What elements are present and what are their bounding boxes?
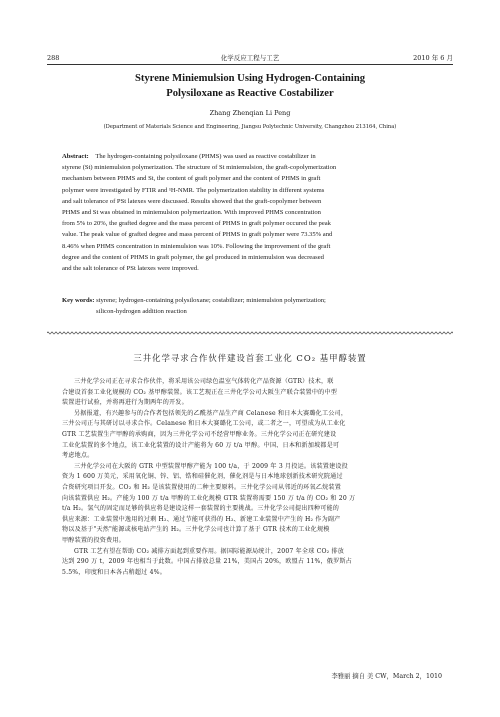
keywords-line: Key words: styrene; hydrogen-containing polysiloxane; costabilizer; miniemulsion polymerization;	[62, 297, 326, 304]
news-line: 考虑地点。	[62, 452, 94, 460]
news-line: 甲醇装置的投资费用。	[62, 536, 125, 544]
news-line: 向该装置供应 H₂。产能为 100 万 t/a 甲醇的工业化规模 GTR 装置将需要 150 万 t/a 的 CO₂ 和 20 万	[62, 494, 356, 502]
news-line: 三井化学公司正在寻求合作伙伴，将采用该公司绿色温室气体转化产品资源（GTR）技术，联	[74, 378, 334, 385]
keywords	[62, 295, 442, 317]
keywords-label: Key words:	[62, 297, 95, 304]
news-line: 达到 290 万 t，2009 年也相当于此数。中国占排放总量 21%，美国占 20%，欧盟占 11%，俄罗斯占	[62, 558, 352, 566]
news-line: 5.5%，印度和日本各占稍超过 4%。	[62, 568, 167, 576]
header-rule	[47, 64, 453, 65]
news-line: 供应来源：工业装置中逸用的过剩 H₂、通过节能可获得的 H₂、新建工业装置中产生的 H₂ 作为副产	[62, 515, 341, 523]
abstract-line: value. The peak value of grafted degree and mass percent of PHMS in graft polymer were 73.35% and	[62, 231, 333, 239]
title-line-2: Polysiloxane as Reactive Costabilizer	[166, 88, 334, 99]
abstract-line: and salt tolerance of PSt latexes were discussed. Results showed that the graft-copolymer between	[62, 197, 322, 205]
news-line: GTR 工艺有望在帮助 CO₂ 减排方面起到重要作用。据国际能源局统计，2007 年全球 CO₂ 排放	[74, 547, 345, 555]
abstract-line: and the salt tolerance of PSt latexes were improved.	[62, 264, 199, 272]
abstract-line: PHMS and St was obtained in miniemulsion polymerization. With improved PHMS concentration	[62, 208, 321, 216]
keywords-line: silicon-hydrogen addition reaction	[96, 308, 187, 316]
abstract-label: Abstract:	[62, 153, 89, 160]
abstract-line: polymer were investigated by FTIR and ¹H-NMR. The polymerization stability in different systems	[62, 186, 325, 194]
news-title: 三井化学寻求合作伙伴建设首套工业化 CO₂ 基甲醇装置	[133, 353, 367, 363]
abstract-line: degree and the content of PHMS in graft polymer, the gel produced in miniemulsion was decreased	[62, 253, 324, 261]
journal-name: 化学反应工程与工艺	[220, 54, 280, 62]
news-line: GTR 工艺装置生产甲醇的承购商，因为三井化学公司不经营甲醇业务。三井化学公司正在研究建设	[62, 430, 337, 438]
news-line: 资为 1 600 万美元，采用氧化铜、锌、铝、锆和硅催化剂，催化剂是与日本地球创新技术研究院通过	[62, 473, 343, 481]
affiliation: (Department of Materials Science and Engineering, Jiangsu Polytechnic University, Changzhou 213164, China)	[103, 124, 397, 130]
news-line: 装置进行试验，并将再进行为期两年的开发。	[62, 399, 188, 407]
news-line: 合资研究项目开发。CO₂ 和 H₂ 是该装置使用的二种主要原料。三井化学公司从邻近的环氧乙烷装置	[62, 483, 342, 491]
title-line-1: Styrene Miniemulsion Using Hydrogen-Containing	[134, 73, 366, 84]
abstract-line: Abstract: The hydrogen-containing polysiloxane (PHMS) was used as reactive costabilizer in	[62, 153, 316, 160]
wavy-divider	[47, 331, 453, 335]
abstract-line: mechanism between PHMS and St, the content of graft polymer and the content of PHMS in graft	[62, 175, 321, 183]
paper-title	[47, 71, 453, 101]
news-signature: 李雅丽 摘自 美 CW，March 2，1010	[331, 673, 442, 680]
issue-date: 2010 年 6 月	[413, 54, 453, 62]
authors: Zhang Zhenqian Li Peng	[209, 109, 291, 117]
abstract-line: styrene (St) miniemulsion polymerization. The structure of St miniemulsion, the graft-copolymerization	[62, 164, 337, 172]
abstract-line: from 5% to 20%, the grafted degree and the mass percent of PHMS in graft polymer occured the peak	[62, 220, 331, 228]
news-line: 三井化学公司在大阪的 GTR 中型装置甲醇产能为 100 t/a，于 2009 年 3 月投运。该装置建设投	[74, 462, 348, 470]
news-line: 另据报道，有兴趣参与的合作者包括领先的乙酰基产品生产商 Celanese 和日本大赛璐化工公司，	[74, 409, 348, 417]
news-line: 合建设首套工业化规模的 CO₂ 基甲醇装置。该工艺现正在三井化学公司大阪生产联合装置中的中型	[62, 388, 338, 396]
news-body	[62, 377, 442, 578]
news-line: t/a H₂。氢气的固定而足够的供应将是建设这样一套装置的主要挑战。三井化学公司提出四种可能的	[62, 505, 340, 513]
news-line: 三井公司正与其研讨以寻求合作。Celanese 和日本大赛璐化工公司，或二者之一，可望成为从工业化	[62, 420, 346, 428]
running-header	[47, 52, 453, 64]
news-line: 物以及基于"天然"能源或核电站产生的 H₂。三井化学公司也计算了基于 GTR 技术的工业化规模	[62, 526, 330, 534]
abstract	[62, 151, 442, 274]
page-number: 288	[47, 54, 60, 62]
news-line: 工业化装置的多个地点，该工业化装置的设计产能将为 60 万 t/a 甲醇。中国、日本和新加坡都是可	[62, 441, 340, 449]
abstract-line: 8.46% when PHMS concentration in miniemulsion was 10%. Following the improvement of the graft	[62, 242, 331, 250]
